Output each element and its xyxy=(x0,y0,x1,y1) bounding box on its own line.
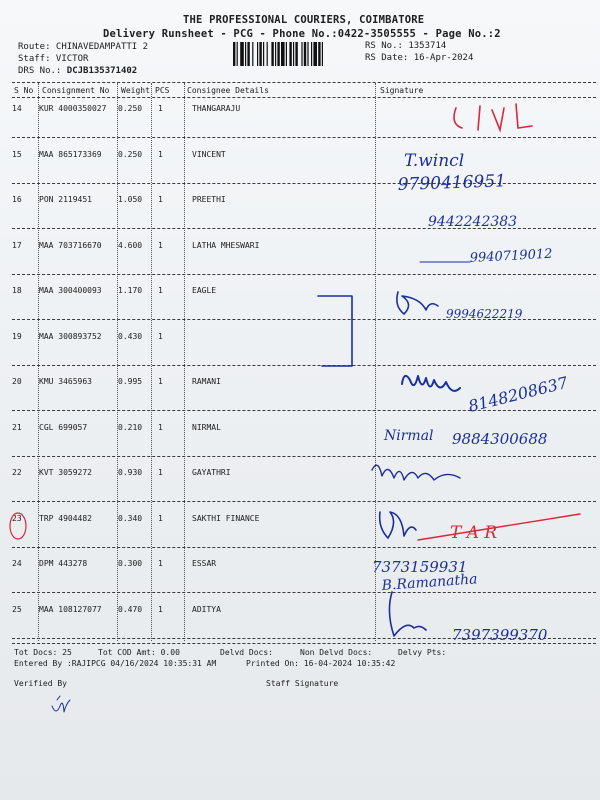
col-header-pcs: PCS xyxy=(155,86,170,95)
row-consignment-no: MAA 300400093 xyxy=(39,286,102,295)
drs-number-label: DRS No.: xyxy=(18,66,62,76)
staff-label: Staff: VICTOR xyxy=(18,54,89,64)
delivery-points: Delvy Pts: xyxy=(398,648,447,657)
rs-number: RS No.: 1353714 xyxy=(365,41,447,51)
row-consignment-no: KVT 3059272 xyxy=(39,468,92,477)
row-consignment-no: KUR 4000350027 xyxy=(39,104,107,113)
table-row xyxy=(12,286,597,300)
row-consignment-no: PON 2119451 xyxy=(39,195,92,204)
col-header-sno: S No xyxy=(14,86,34,95)
row-consignee: LATHA MHESWARI xyxy=(192,240,260,250)
barcode-bar xyxy=(271,42,273,66)
table-header-rule xyxy=(12,97,596,98)
verified-by-mark xyxy=(52,696,70,712)
barcode-bar xyxy=(259,42,261,66)
row-sno: 20 xyxy=(12,377,22,386)
row-rule xyxy=(12,638,596,639)
entered-by: Entered By :RAJIPCG 04/16/2024 10:35:31 AM xyxy=(14,659,217,668)
row-rule xyxy=(12,547,596,548)
row-consignment-no: MAA 300893752 xyxy=(39,331,102,341)
handwriting-row-18: 9994622219 xyxy=(446,307,523,321)
row-consignee: RAMANI xyxy=(192,377,221,386)
row-consignee: GAYATHRI xyxy=(192,468,231,477)
row-rule xyxy=(12,456,596,457)
row-pcs: 1 xyxy=(158,149,163,159)
table-row xyxy=(12,559,597,573)
row-rule xyxy=(12,228,596,229)
barcode-bar xyxy=(293,42,294,66)
row-weight: 0.430 xyxy=(118,331,143,341)
handwriting-row-23: T A R xyxy=(450,523,498,543)
row-weight: 0.470 xyxy=(118,604,143,614)
row-sno: 22 xyxy=(12,468,22,477)
row-consignee: ADITYA xyxy=(192,604,221,614)
handwriting-row-21-name: Nirmal xyxy=(384,428,434,444)
col-header-signature: Signature xyxy=(380,86,424,95)
row-sno: 14 xyxy=(12,104,22,113)
barcode-bar xyxy=(318,42,320,66)
table-row xyxy=(12,150,597,164)
barcode-bar xyxy=(311,42,312,66)
row-weight: 4.600 xyxy=(118,240,143,250)
handwriting-row-24-name: B.Ramanatha xyxy=(381,571,478,594)
row-rule xyxy=(12,501,596,502)
row-consignment-no: MAA 865173369 xyxy=(39,149,102,159)
rs-date: RS Date: 16-Apr-2024 xyxy=(365,53,474,63)
barcode-bar xyxy=(286,42,287,66)
barcode-bar xyxy=(281,42,285,66)
total-docs: Tot Docs: 25 xyxy=(14,648,72,657)
handwriting-row-15-name: T.wincl xyxy=(404,151,465,171)
row-consignee: EAGLE xyxy=(192,286,217,295)
table-bottom-rule xyxy=(12,643,596,644)
barcode-bar xyxy=(247,42,249,66)
row-pcs: 1 xyxy=(158,331,163,341)
row-consignment-no: TRP 4904482 xyxy=(39,513,92,523)
drs-number xyxy=(18,66,137,76)
row-consignee: NIRMAL xyxy=(192,422,221,432)
row-weight: 0.300 xyxy=(118,559,143,568)
barcode-bar xyxy=(233,42,235,66)
row-pcs: 1 xyxy=(158,195,163,204)
row-sno: 25 xyxy=(12,604,22,614)
row-weight: 1.170 xyxy=(118,286,143,295)
company-name: THE PROFESSIONAL COURIERS, COIMBATORE xyxy=(183,14,425,26)
row-sno: 18 xyxy=(12,286,22,295)
row-sno: 24 xyxy=(12,559,22,568)
row-consignment-no: DPM 443278 xyxy=(39,559,88,568)
handwriting-row-16: 9442242383 xyxy=(428,214,518,230)
col-separator xyxy=(184,83,185,641)
delivered-docs: Delvd Docs: xyxy=(220,648,273,657)
row-pcs: 1 xyxy=(158,377,163,386)
row-pcs: 1 xyxy=(158,240,163,250)
row-pcs: 1 xyxy=(158,468,163,477)
drs-number-value: DCJB135371402 xyxy=(66,66,138,76)
barcode-bar xyxy=(304,42,306,66)
table-row xyxy=(12,332,597,346)
row-sno: 23 xyxy=(12,513,22,523)
row-weight: 1.050 xyxy=(118,195,143,204)
barcode-bar xyxy=(267,42,268,66)
route-label: Route: CHINAVEDAMPATTI 2 xyxy=(18,42,149,52)
total-cod-amount: Tot COD Amt: 0.00 xyxy=(98,648,180,657)
handwriting-row-24-phone: 7373159931 xyxy=(372,558,468,576)
barcode-bar xyxy=(301,42,302,66)
verified-by-label: Verified By xyxy=(14,679,67,688)
table-row xyxy=(12,104,597,118)
row-weight: 0.995 xyxy=(118,377,143,386)
col-header-consignee: Consignee Details xyxy=(187,86,269,95)
table-top-rule xyxy=(12,82,596,83)
barcode-bar xyxy=(263,42,264,66)
row-consignee: SAKTHI FINANCE xyxy=(192,513,260,523)
row-weight: 0.340 xyxy=(118,513,143,523)
col-separator xyxy=(117,83,118,641)
row-rule xyxy=(12,137,596,138)
col-separator xyxy=(151,83,152,641)
row-pcs: 1 xyxy=(158,513,163,523)
row-sno: 16 xyxy=(12,195,22,204)
table-row xyxy=(12,195,597,209)
row-pcs: 1 xyxy=(158,559,163,568)
row-pcs: 1 xyxy=(158,422,163,432)
row-consignment-no: MAA 703716670 xyxy=(39,240,102,250)
row-sno: 21 xyxy=(12,422,22,432)
row-rule xyxy=(12,319,596,320)
printed-on: Printed On: 16-04-2024 10:35:42 xyxy=(246,659,396,668)
table-row xyxy=(12,241,597,255)
barcode-bar xyxy=(289,42,291,66)
barcode-bar xyxy=(307,42,308,66)
runsheet-title: Delivery Runsheet - PCG - Phone No.:0422-3505555 - Page No.:2 xyxy=(103,28,501,40)
row-consignee: PREETHI xyxy=(192,195,226,204)
row-rule xyxy=(12,183,596,184)
col-separator xyxy=(375,83,376,641)
row-rule xyxy=(12,274,596,275)
table-row xyxy=(12,514,597,528)
row-consignee: ESSAR xyxy=(192,559,217,568)
row-sno: 15 xyxy=(12,149,22,159)
handwriting-row-21-phone: 9884300688 xyxy=(452,430,548,448)
staff-signature-label: Staff Signature xyxy=(266,679,339,688)
table-row xyxy=(12,605,597,619)
handwriting-row-20: 8148208637 xyxy=(466,372,570,416)
col-header-consignment: Consignment No xyxy=(42,86,110,95)
blue-ink-strokes xyxy=(52,262,470,712)
row-rule xyxy=(12,592,596,593)
barcode-bar xyxy=(257,42,258,66)
barcode-bar xyxy=(240,42,244,66)
row-sno: 19 xyxy=(12,331,22,341)
handwriting-row-17-phone: 9940719012 xyxy=(469,246,553,266)
col-separator xyxy=(38,83,39,641)
barcode-bar xyxy=(252,42,253,66)
row-pcs: 1 xyxy=(158,604,163,614)
row-pcs: 1 xyxy=(158,104,163,113)
barcode-image xyxy=(233,42,361,66)
row-consignment-no: KMU 3465963 xyxy=(39,377,92,386)
row-pcs: 1 xyxy=(158,286,163,295)
handwriting-row-25: 7397399370 xyxy=(452,626,548,644)
barcode-bar xyxy=(237,42,238,66)
barcode-bar xyxy=(275,42,276,66)
barcode-bar xyxy=(313,42,317,66)
row-weight: 0.210 xyxy=(118,422,143,432)
row-rule xyxy=(12,365,596,366)
handwriting-row-15-phone: 9790416951 xyxy=(397,171,507,195)
row-rule xyxy=(12,410,596,411)
row-consignee: VINCENT xyxy=(192,149,226,159)
row-consignment-no: CGL 699057 xyxy=(39,422,88,432)
barcode-bar xyxy=(277,42,279,66)
col-header-weight: Weight xyxy=(121,86,150,95)
handwriting-row-14: CINL xyxy=(450,107,521,137)
barcode-bar xyxy=(322,42,323,66)
row-sno: 17 xyxy=(12,240,22,250)
barcode-bar xyxy=(245,42,246,66)
non-delivered-docs: Non Delvd Docs: xyxy=(300,648,373,657)
table-row xyxy=(12,377,597,391)
barcode-bar xyxy=(295,42,297,66)
row-consignee: THANGARAJU xyxy=(192,104,241,113)
table-row xyxy=(12,423,597,437)
row-consignment-no: MAA 108127077 xyxy=(39,604,102,614)
table-row xyxy=(12,468,597,482)
row-weight: 0.250 xyxy=(118,104,143,113)
row-weight: 0.930 xyxy=(118,468,143,477)
row-weight: 0.250 xyxy=(118,149,143,159)
